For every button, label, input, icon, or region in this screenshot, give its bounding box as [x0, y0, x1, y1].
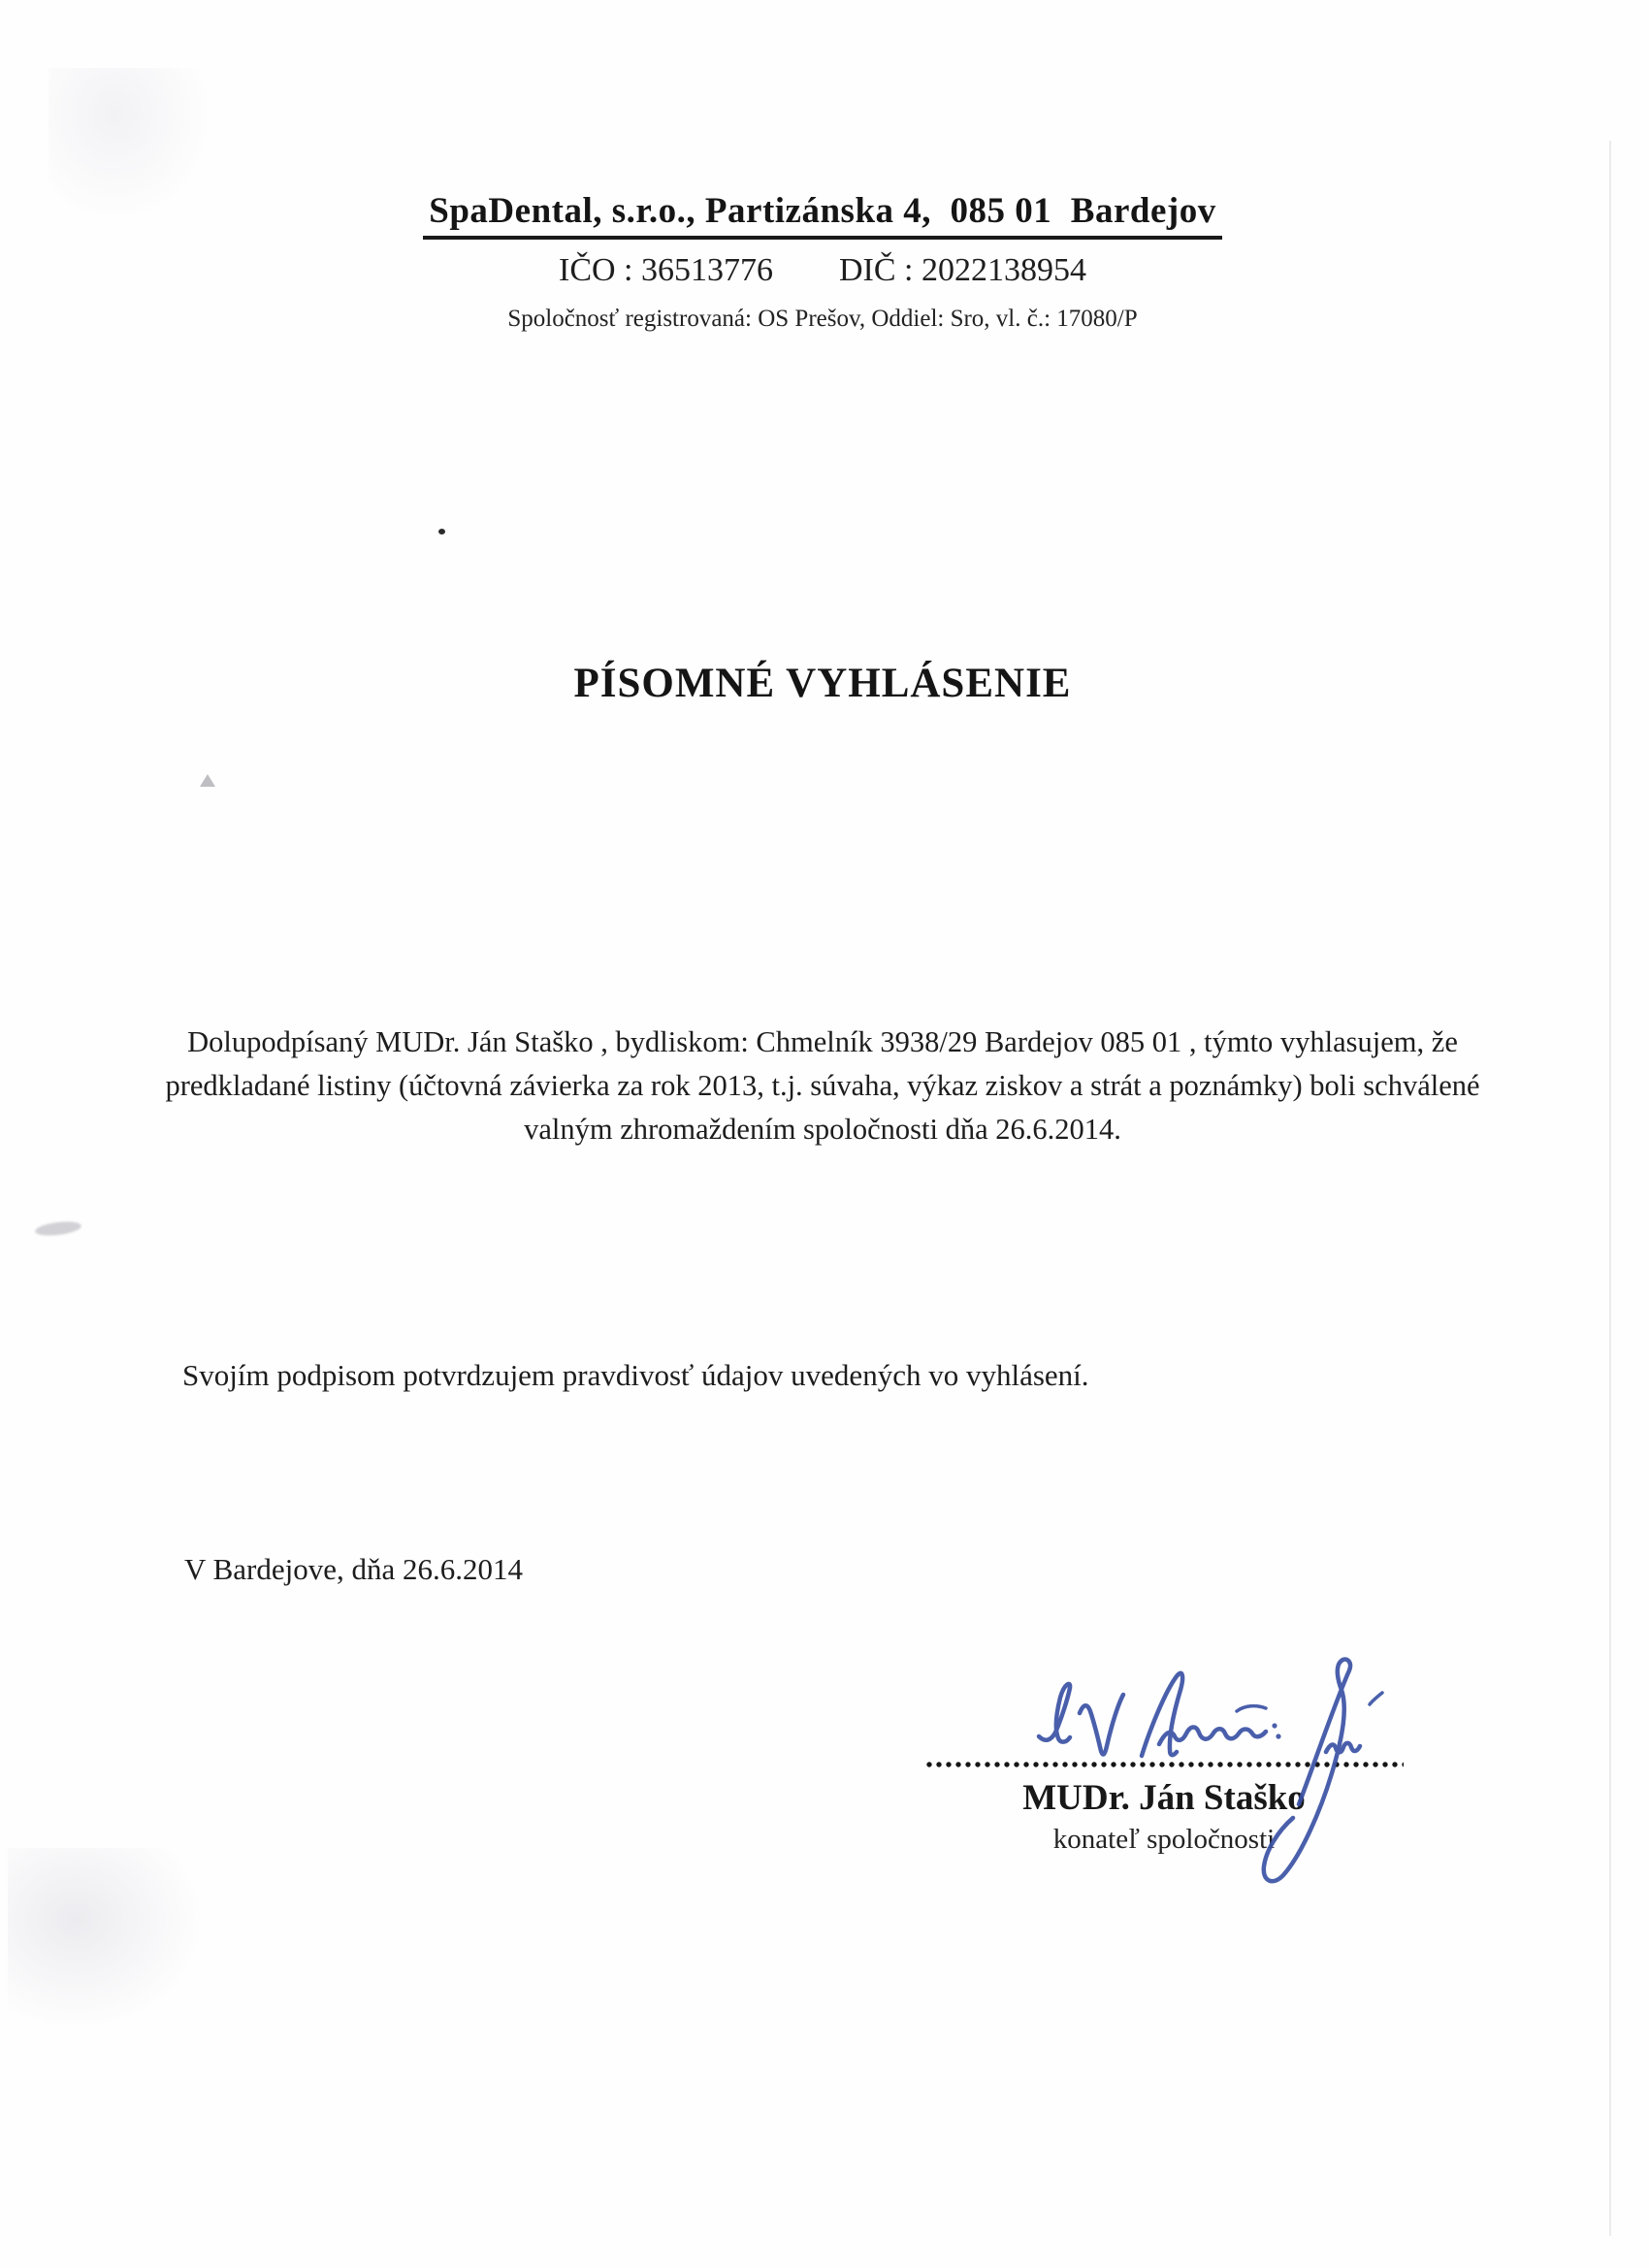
registration-line: Spoločnosť registrovaná: OS Prešov, Oddiel: Sro, vl. č.: 17080/P: [507, 306, 1138, 332]
dic-text: DIČ : 2022138954: [839, 252, 1086, 288]
company-ids-line: [0, 252, 1645, 289]
signature-stroke-cursive: [1159, 1727, 1266, 1744]
signature-stroke-loop: [1039, 1684, 1070, 1742]
signature-ink-dot-2: [1276, 1733, 1280, 1738]
scan-smudge-bottom-left: [8, 1848, 202, 2027]
signature-stroke-y-loop: [1142, 1673, 1182, 1756]
scan-edge-line: [1609, 141, 1611, 2236]
confirmation-sentence: Svojím podpisom potvrdzujem pravdivosť údajov uvedených vo vyhlásení.: [182, 1358, 1089, 1392]
signature-stroke-w: [1080, 1695, 1123, 1754]
scan-speck-triangle: [200, 774, 215, 787]
signature-block: [922, 1762, 1406, 1856]
signature-stroke-tick: [1370, 1693, 1382, 1704]
signatory-name: MUDr. Ján Staško: [1022, 1778, 1306, 1818]
signature-stroke-m: [1326, 1743, 1360, 1753]
signatory-role: konateľ spoločnosti: [1052, 1824, 1276, 1855]
document-title: PÍSOMNÉ VYHLÁSENIE: [573, 661, 1072, 706]
signature-ink-dot-1: [1272, 1723, 1277, 1728]
signature-stroke-macron: [1237, 1706, 1266, 1711]
letterhead: [0, 190, 1645, 333]
signature-dotted-line: [924, 1762, 1404, 1767]
declaration-line-1: Dolupodpísaný MUDr. Ján Staško , bydliskom: Chmelník 3938/29 Bardejov 085 01 , týmto vyhlasujem, že: [187, 1025, 1458, 1058]
declaration-line-3: valným zhromaždením spoločnosti dňa 26.6.2014.: [524, 1113, 1121, 1146]
scan-speck-smudge: [34, 1219, 81, 1238]
place-date-line: V Bardejove, dňa 26.6.2014: [184, 1552, 523, 1586]
ico-text: IČO : 36513776: [559, 252, 773, 288]
company-name-line: [0, 190, 1645, 240]
company-name-underlined: SpaDental, s.r.o., Partizánska 4, 085 01 Bardejov: [423, 190, 1221, 240]
declaration-paragraph: [144, 1021, 1502, 1151]
scan-speck-dot: [438, 529, 445, 535]
declaration-line-2: predkladané listiny (účtovná závierka za rok 2013, t.j. súvaha, výkaz ziskov a strát a poznámky) boli schválené: [165, 1069, 1480, 1102]
